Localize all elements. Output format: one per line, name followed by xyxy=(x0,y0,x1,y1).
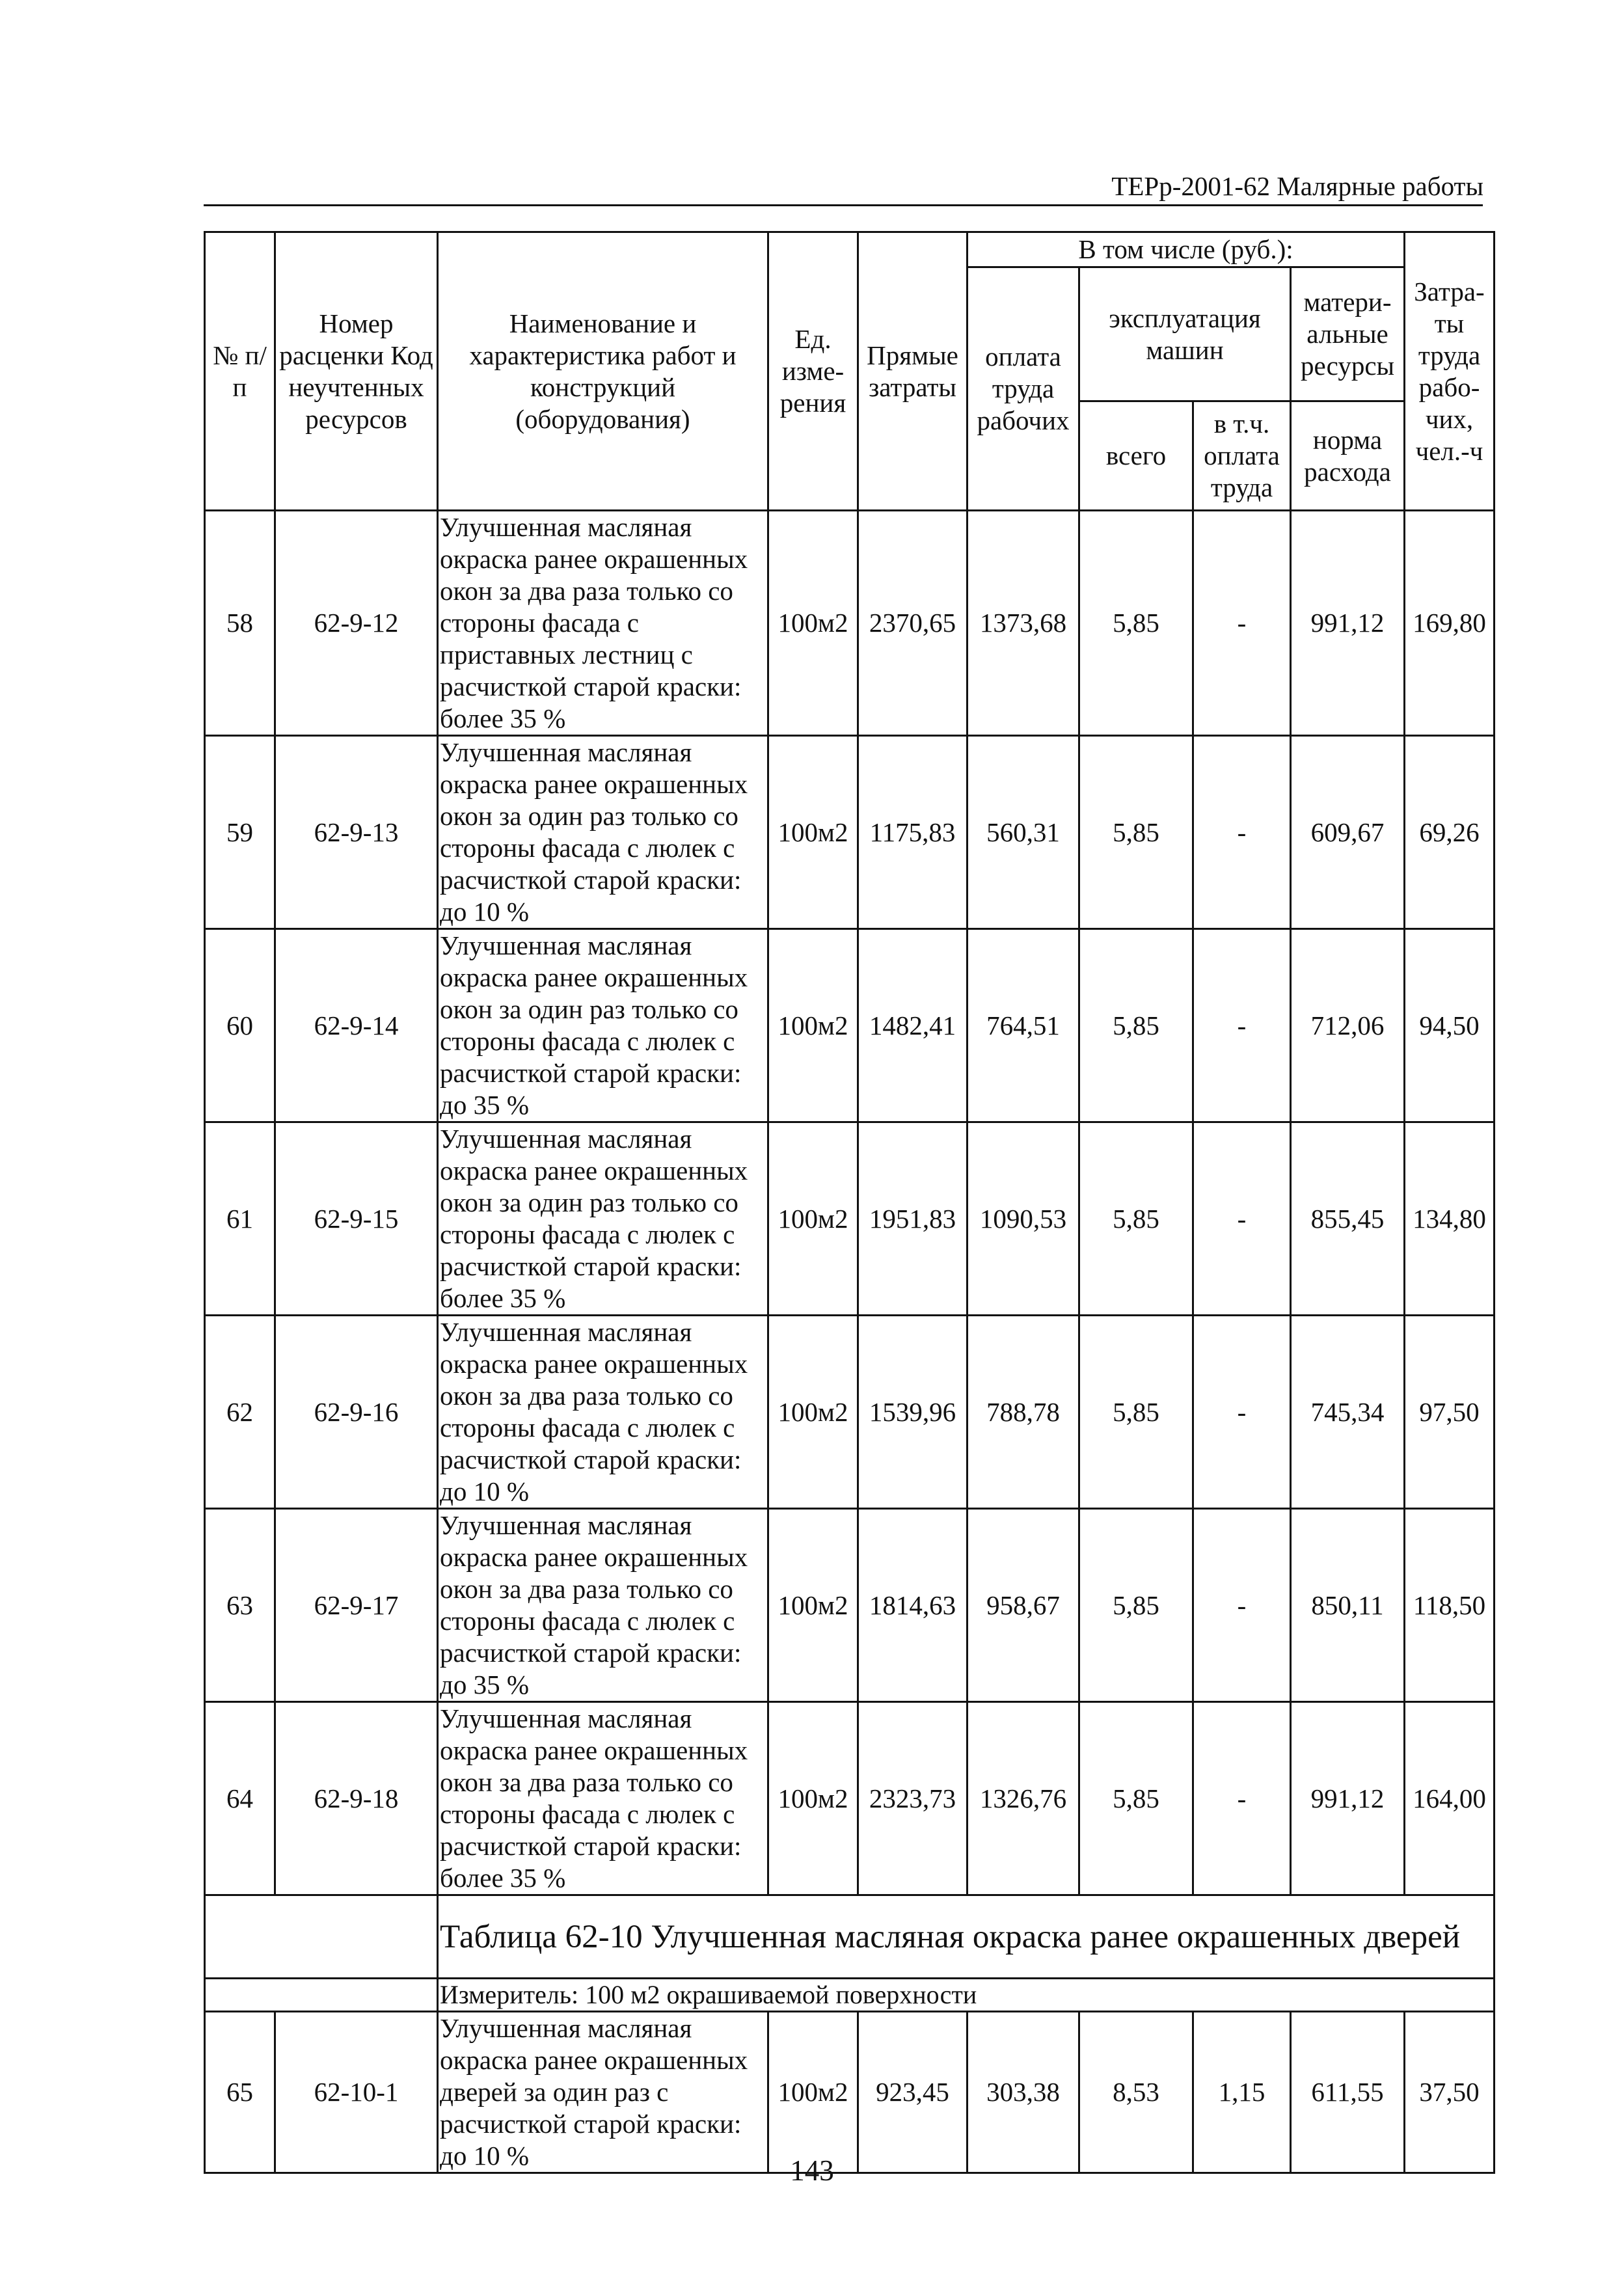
row-number: 60 xyxy=(205,929,275,1122)
table-row xyxy=(205,511,1495,736)
unit-cell: 100м2 xyxy=(768,736,858,929)
rate-code: 62-9-14 xyxy=(275,929,438,1122)
labor-hours: 37,50 xyxy=(1405,2012,1495,2173)
rate-code: 62-9-17 xyxy=(275,1509,438,1702)
rate-code: 62-9-18 xyxy=(275,1702,438,1895)
machines-labor: - xyxy=(1193,511,1291,736)
row-number: 61 xyxy=(205,1122,275,1316)
col-header-machines: эксплуатация машин xyxy=(1079,267,1291,401)
unit-cell: 100м2 xyxy=(768,1509,858,1702)
col-header-materials: матери-альные ресурсы xyxy=(1291,267,1405,401)
materials-cost: 609,67 xyxy=(1291,736,1405,929)
col-header-including: В том числе (руб.): xyxy=(968,232,1405,267)
work-description: Улучшенная масляная окраска ранее окрашенных окон за два раза только со стороны фасада с люлек с расчисткой старой краски: до 35 % xyxy=(438,1509,768,1702)
unit-cell: 100м2 xyxy=(768,1122,858,1316)
work-description: Улучшенная масляная окраска ранее окрашенных окон за один раз только со стороны фасада с люлек с расчисткой старой краски: до 35 % xyxy=(438,929,768,1122)
machines-labor: - xyxy=(1193,1509,1291,1702)
unit-cell: 100м2 xyxy=(768,1316,858,1509)
labor-hours: 164,00 xyxy=(1405,1702,1495,1895)
labor-hours: 69,26 xyxy=(1405,736,1495,929)
work-description: Улучшенная масляная окраска ранее окрашенных окон за два раза только со стороны фасада с люлек с расчисткой старой краски: до 10 % xyxy=(438,1316,768,1509)
row-number: 62 xyxy=(205,1316,275,1509)
table-row xyxy=(205,1122,1495,1316)
row-number: 65 xyxy=(205,2012,275,2173)
table-row xyxy=(205,736,1495,929)
rate-code: 62-9-15 xyxy=(275,1122,438,1316)
machines-labor: 1,15 xyxy=(1193,2012,1291,2173)
labor-hours: 134,80 xyxy=(1405,1122,1495,1316)
labor-hours: 97,50 xyxy=(1405,1316,1495,1509)
unit-cell: 100м2 xyxy=(768,511,858,736)
machines-total: 5,85 xyxy=(1079,736,1193,929)
labor-pay: 788,78 xyxy=(968,1316,1079,1509)
materials-cost: 611,55 xyxy=(1291,2012,1405,2173)
machines-labor: - xyxy=(1193,736,1291,929)
labor-pay: 764,51 xyxy=(968,929,1079,1122)
section-title-spacer xyxy=(205,1895,438,1979)
header-rule xyxy=(204,204,1483,206)
labor-pay: 1373,68 xyxy=(968,511,1079,736)
rates-table xyxy=(204,231,1495,2174)
col-header-direct: Прямые затраты xyxy=(858,232,968,511)
materials-cost: 991,12 xyxy=(1291,1702,1405,1895)
materials-cost: 991,12 xyxy=(1291,511,1405,736)
machines-total: 5,85 xyxy=(1079,1509,1193,1702)
materials-cost: 855,45 xyxy=(1291,1122,1405,1316)
unit-cell: 100м2 xyxy=(768,929,858,1122)
table-row xyxy=(205,929,1495,1122)
work-description: Улучшенная масляная окраска ранее окрашенных окон за два раза только со стороны фасада с люлек с расчисткой старой краски: более 35 % xyxy=(438,1702,768,1895)
row-number: 64 xyxy=(205,1702,275,1895)
meter-spacer xyxy=(205,1979,438,2012)
materials-cost: 712,06 xyxy=(1291,929,1405,1122)
col-header-num: № п/п xyxy=(205,232,275,511)
section-meter: Измеритель: 100 м2 окрашиваемой поверхности xyxy=(438,1979,1495,2012)
section-title-row xyxy=(205,1895,1495,1979)
machines-total: 5,85 xyxy=(1079,1702,1193,1895)
table-row xyxy=(205,1702,1495,1895)
machines-labor: - xyxy=(1193,1316,1291,1509)
unit-cell: 100м2 xyxy=(768,1702,858,1895)
table-row xyxy=(205,1316,1495,1509)
machines-total: 5,85 xyxy=(1079,511,1193,736)
direct-cost: 2323,73 xyxy=(858,1702,968,1895)
machines-total: 5,85 xyxy=(1079,929,1193,1122)
materials-cost: 745,34 xyxy=(1291,1316,1405,1509)
col-header-machines-total: всего xyxy=(1079,401,1193,511)
labor-pay: 958,67 xyxy=(968,1509,1079,1702)
col-header-code: Номер расценки Код неучтенных ресурсов xyxy=(275,232,438,511)
rate-code: 62-9-13 xyxy=(275,736,438,929)
labor-pay: 560,31 xyxy=(968,736,1079,929)
col-header-materials-norm: норма расхода xyxy=(1291,401,1405,511)
machines-labor: - xyxy=(1193,929,1291,1122)
machines-labor: - xyxy=(1193,1122,1291,1316)
labor-hours: 169,80 xyxy=(1405,511,1495,736)
page-header: ТЕРр-2001-62 Малярные работы xyxy=(1111,171,1483,201)
table-row xyxy=(205,2012,1495,2173)
direct-cost: 1951,83 xyxy=(858,1122,968,1316)
page-number: 143 xyxy=(790,2154,834,2187)
row-number: 63 xyxy=(205,1509,275,1702)
section-title: Таблица 62-10 Улучшенная масляная окраска ранее окрашенных дверей xyxy=(438,1895,1495,1979)
direct-cost: 1175,83 xyxy=(858,736,968,929)
col-header-name: Наименование и характеристика работ и конструкций (оборудования) xyxy=(438,232,768,511)
table-row xyxy=(205,1509,1495,1702)
work-description: Улучшенная масляная окраска ранее окрашенных окон за два раза только со стороны фасада с приставных лестниц с расчисткой старой краски: более 35 % xyxy=(438,511,768,736)
unit-cell: 100м2 xyxy=(768,2012,858,2173)
col-header-labor-pay: оплата труда рабочих xyxy=(968,267,1079,511)
labor-pay: 303,38 xyxy=(968,2012,1079,2173)
labor-hours: 118,50 xyxy=(1405,1509,1495,1702)
col-header-unit: Ед. изме-рения xyxy=(768,232,858,511)
rate-code: 62-9-16 xyxy=(275,1316,438,1509)
machines-total: 5,85 xyxy=(1079,1122,1193,1316)
machines-labor: - xyxy=(1193,1702,1291,1895)
direct-cost: 1482,41 xyxy=(858,929,968,1122)
row-number: 58 xyxy=(205,511,275,736)
machines-total: 8,53 xyxy=(1079,2012,1193,2173)
col-header-machines-labor: в т.ч. оплата труда xyxy=(1193,401,1291,511)
work-description: Улучшенная масляная окраска ранее окрашенных окон за один раз только со стороны фасада с люлек с расчисткой старой краски: до 10 % xyxy=(438,736,768,929)
col-header-labor-cost: Затра-ты труда рабо-чих, чел.-ч xyxy=(1405,232,1495,511)
direct-cost: 1539,96 xyxy=(858,1316,968,1509)
row-number: 59 xyxy=(205,736,275,929)
meter-row xyxy=(205,1979,1495,2012)
labor-hours: 94,50 xyxy=(1405,929,1495,1122)
materials-cost: 850,11 xyxy=(1291,1509,1405,1702)
machines-total: 5,85 xyxy=(1079,1316,1193,1509)
direct-cost: 923,45 xyxy=(858,2012,968,2173)
direct-cost: 2370,65 xyxy=(858,511,968,736)
labor-pay: 1090,53 xyxy=(968,1122,1079,1316)
work-description: Улучшенная масляная окраска ранее окрашенных дверей за один раз с расчисткой старой краски: до 10 % xyxy=(438,2012,768,2173)
rate-code: 62-10-1 xyxy=(275,2012,438,2173)
direct-cost: 1814,63 xyxy=(858,1509,968,1702)
labor-pay: 1326,76 xyxy=(968,1702,1079,1895)
work-description: Улучшенная масляная окраска ранее окрашенных окон за один раз только со стороны фасада с люлек с расчисткой старой краски: более 35 % xyxy=(438,1122,768,1316)
rate-code: 62-9-12 xyxy=(275,511,438,736)
